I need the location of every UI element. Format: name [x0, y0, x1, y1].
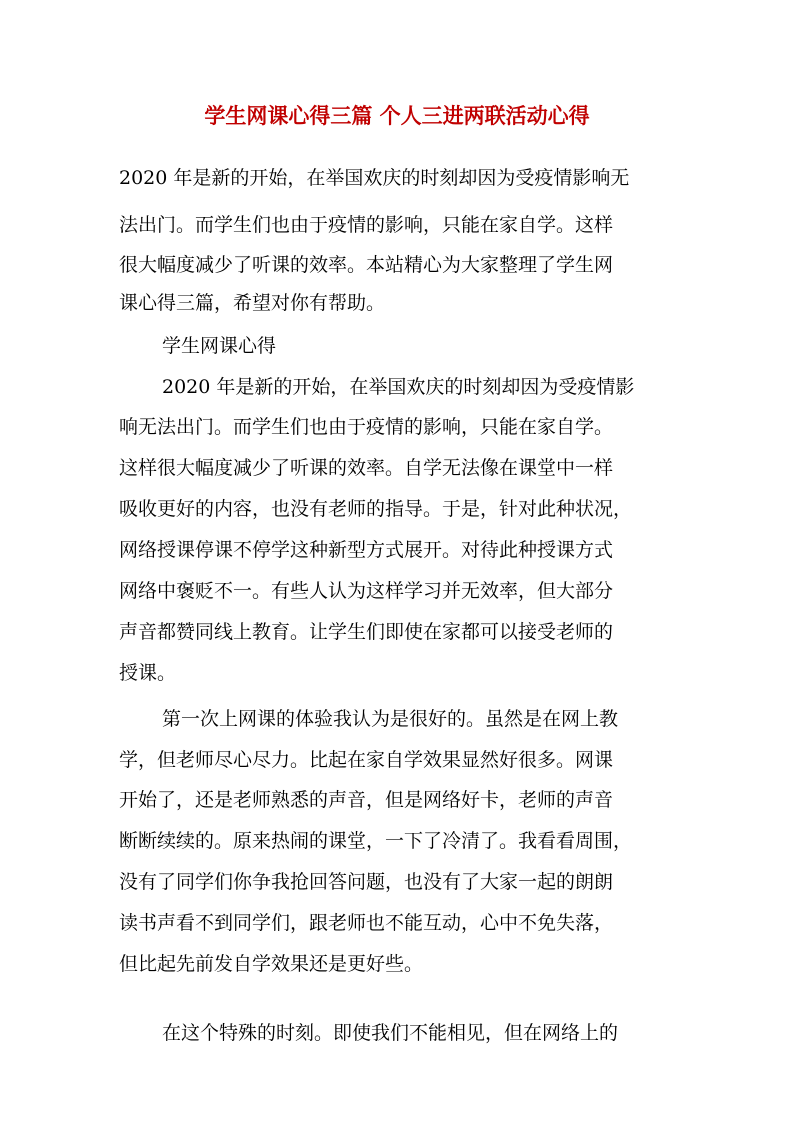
- body-line: 很大幅度减少了听课的效率。本站精心为大家整理了学生网: [119, 254, 614, 276]
- body-line: 法出门。而学生们也由于疫情的影响，只能在家自学。这样: [119, 214, 614, 236]
- body-line: 这样很大幅度减少了听课的效率。自学无法像在课堂中一样: [119, 457, 614, 479]
- body-line: 吸收更好的内容，也没有老师的指导。于是，针对此种状况，: [119, 498, 633, 520]
- body-line: 开始了，还是老师熟悉的声音，但是网络好卡，老师的声音: [119, 789, 614, 811]
- body-line: 第一次上网课的体验我认为是很好的。虽然是在网上教: [162, 708, 619, 730]
- body-line: 授课。: [119, 662, 177, 684]
- body-line: 读书声看不到同学们，跟老师也不能互动，心中不免失落，: [119, 912, 614, 934]
- section-heading: 学生网课心得: [162, 335, 277, 357]
- body-line: 响无法出门。而学生们也由于疫情的影响，只能在家自学。: [119, 416, 614, 438]
- body-line: 网络中褒贬不一。有些人认为这样学习并无效率，但大部分: [119, 580, 614, 602]
- body-line: 2020 年是新的开始，在举国欢庆的时刻却因为受疫情影响无: [119, 167, 630, 189]
- body-line: 学，但老师尽心尽力。比起在家自学效果显然好很多。网课: [119, 749, 614, 771]
- body-line: 声音都赞同线上教育。让学生们即使在家都可以接受老师的: [119, 621, 614, 643]
- body-line: 课心得三篇，希望对你有帮助。: [119, 292, 386, 314]
- body-line: 2020 年是新的开始，在举国欢庆的时刻却因为受疫情影: [162, 376, 635, 398]
- body-line: 没有了同学们你争我抢回答问题，也没有了大家一起的朗朗: [119, 871, 614, 893]
- body-line: 断断续续的。原来热闹的课堂，一下了冷清了。我看看周围，: [119, 830, 633, 852]
- body-line: 网络授课停课不停学这种新型方式展开。对待此种授课方式: [119, 539, 614, 561]
- document-title: 学生网课心得三篇 个人三进两联活动心得: [204, 103, 590, 128]
- body-line: 在这个特殊的时刻。即使我们不能相见，但在网络上的: [162, 1022, 619, 1044]
- body-line: 但比起先前发自学效果还是更好些。: [119, 953, 424, 975]
